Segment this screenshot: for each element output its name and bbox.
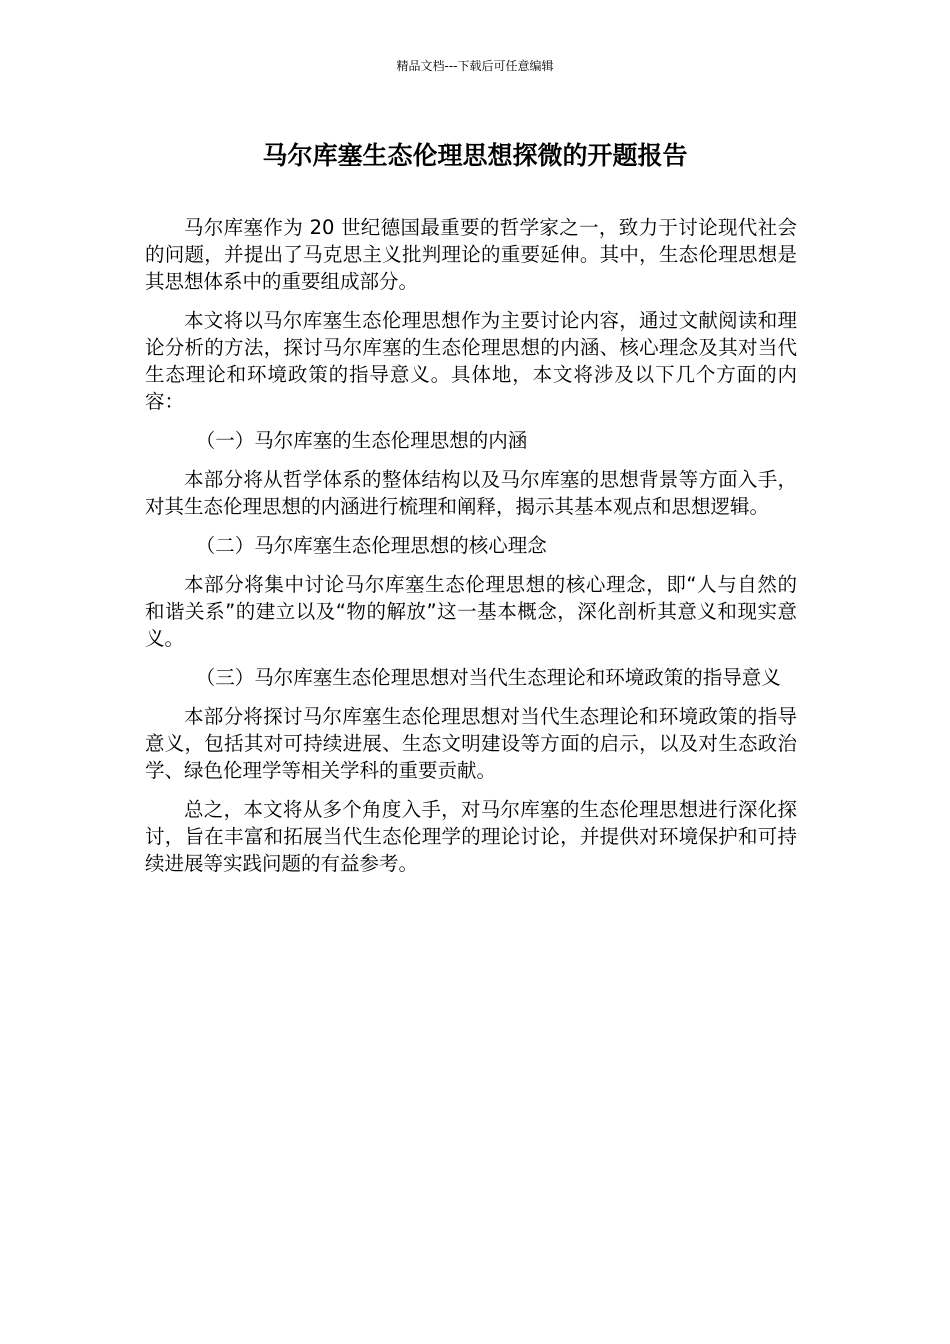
paragraph-conclusion: 总之，本文将从多个角度入手，对马尔库塞的生态伦理思想进行深化探讨，旨在丰富和拓展当代生态伦理学的理论讨论，并提供对环境保护和可持续进展等实践问题的有益参考。: [145, 798, 797, 875]
paragraph-intro: 马尔库塞作为 20 世纪德国最重要的哲学家之一，致力于讨论现代社会的问题，并提出了马克思主义批判理论的重要延伸。其中，生态伦理思想是其思想体系中的重要组成部分。: [145, 216, 797, 293]
section-body-3: 本部分将探讨马尔库塞生态伦理思想对当代生态理论和环境政策的指导意义，包括其对可持续进展、生态文明建设等方面的启示，以及对生态政治学、绿色伦理学等相关学科的重要贡献。: [145, 705, 797, 782]
header-note: 精品文档---下载后可任意编辑: [396, 59, 554, 73]
document-title: 马尔库塞生态伦理思想探微的开题报告: [262, 141, 688, 170]
document-body: [145, 214, 797, 889]
paragraph-overview: 本文将以马尔库塞生态伦理思想作为主要讨论内容，通过文献阅读和理论分析的方法，探讨马尔库塞的生态伦理思想的内涵、核心理念及其对当代生态理论和环境政策的指导意义。具体地，本文将涉及以下几个方面的内容：: [145, 309, 797, 413]
section-heading-1: （一）马尔库塞的生态伦理思想的内涵: [195, 429, 528, 452]
section-body-1: 本部分将从哲学体系的整体结构以及马尔库塞的思想背景等方面入手，对其生态伦理思想的内涵进行梳理和阐释，揭示其基本观点和思想逻辑。: [145, 468, 797, 518]
section-body-2: 本部分将集中讨论马尔库塞生态伦理思想的核心理念，即“人与自然的和谐关系”的建立以及“物的解放”这一基本概念，深化剖析其意义和现实意义。: [145, 573, 797, 650]
section-heading-2: （二）马尔库塞生态伦理思想的核心理念: [195, 534, 547, 557]
section-heading-3: （三）马尔库塞生态伦理思想对当代生态理论和环境政策的指导意义: [195, 666, 781, 689]
